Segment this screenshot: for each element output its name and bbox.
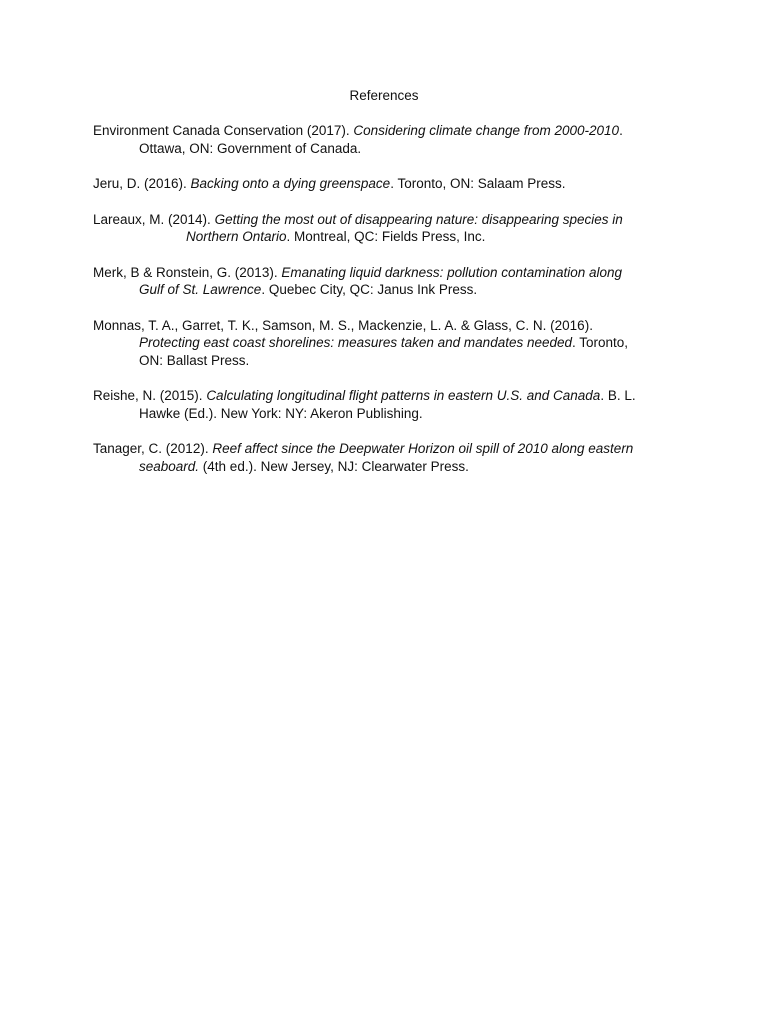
reference-entry bbox=[93, 317, 673, 370]
reference-line bbox=[93, 122, 673, 140]
reference-entry bbox=[93, 175, 673, 193]
reference-text: Reishe, N. (2015). bbox=[93, 388, 207, 403]
reference-title-text: Northern Ontario bbox=[186, 229, 287, 244]
reference-title-text: Emanating liquid darkness: pollution contamination along bbox=[281, 264, 623, 280]
reference-text: . B. L. bbox=[600, 388, 636, 403]
reference-entry bbox=[93, 122, 673, 157]
reference-line bbox=[93, 211, 673, 229]
reference-text: Merk, B & Ronstein, G. (2013). bbox=[93, 264, 282, 280]
reference-text: Lareaux, M. (2014). bbox=[93, 211, 215, 227]
reference-text: Environment Canada Conservation (2017). bbox=[93, 123, 354, 138]
reference-title-text: Gulf of St. Lawrence bbox=[139, 282, 262, 297]
reference-entry bbox=[93, 264, 673, 299]
reference-text: ON: Ballast Press. bbox=[139, 352, 250, 368]
reference-title-text: Considering climate change from 2000-2010 bbox=[353, 123, 620, 138]
reference-text: . Quebec City, QC: Janus Ink Press. bbox=[261, 282, 478, 297]
reference-text: . Toronto, bbox=[572, 335, 629, 350]
reference-line bbox=[93, 458, 673, 476]
reference-text: Ottawa, ON: Government of Canada. bbox=[139, 140, 362, 156]
reference-line bbox=[93, 264, 673, 282]
reference-title-text: Calculating longitudinal flight patterns in eastern U.S. and Canada bbox=[206, 388, 601, 403]
reference-text: . Montreal, QC: Fields Press, Inc. bbox=[286, 229, 486, 244]
reference-text: Tanager, C. (2012). bbox=[93, 441, 213, 456]
reference-title-text: Backing onto a dying greenspace bbox=[190, 176, 391, 191]
reference-line bbox=[93, 352, 673, 370]
reference-list bbox=[93, 122, 673, 493]
reference-text: Hawke (Ed.). New York: NY: Akeron Publishing. bbox=[139, 405, 423, 421]
reference-text: Jeru, D. (2016). bbox=[93, 176, 191, 191]
reference-title-text: Protecting east coast shorelines: measures taken and mandates needed bbox=[139, 335, 573, 350]
reference-text: Monnas, T. A., Garret, T. K., Samson, M. S., Mackenzie, L. A. & Glass, C. N. (2016). bbox=[93, 317, 593, 333]
reference-line bbox=[93, 140, 673, 158]
reference-line bbox=[93, 440, 673, 458]
reference-line bbox=[93, 387, 673, 405]
reference-title-text: Reef affect since the Deepwater Horizon oil spill of 2010 along eastern bbox=[212, 441, 634, 456]
reference-text: (4th ed.). New Jersey, NJ: Clearwater Press. bbox=[199, 458, 469, 474]
reference-text: . bbox=[619, 123, 623, 138]
reference-title-text: Getting the most out of disappearing nature: disappearing species in bbox=[214, 211, 623, 227]
reference-line bbox=[93, 405, 673, 423]
reference-line bbox=[93, 175, 673, 193]
reference-line bbox=[93, 281, 673, 299]
reference-line bbox=[93, 334, 673, 352]
reference-line bbox=[93, 317, 673, 335]
page-title: References bbox=[349, 88, 419, 103]
reference-text: . Toronto, ON: Salaam Press. bbox=[390, 176, 566, 191]
reference-title-text: seaboard. bbox=[139, 458, 200, 474]
reference-entry bbox=[93, 211, 673, 246]
reference-entry bbox=[93, 387, 673, 422]
reference-entry bbox=[93, 440, 673, 475]
reference-line bbox=[93, 228, 673, 246]
